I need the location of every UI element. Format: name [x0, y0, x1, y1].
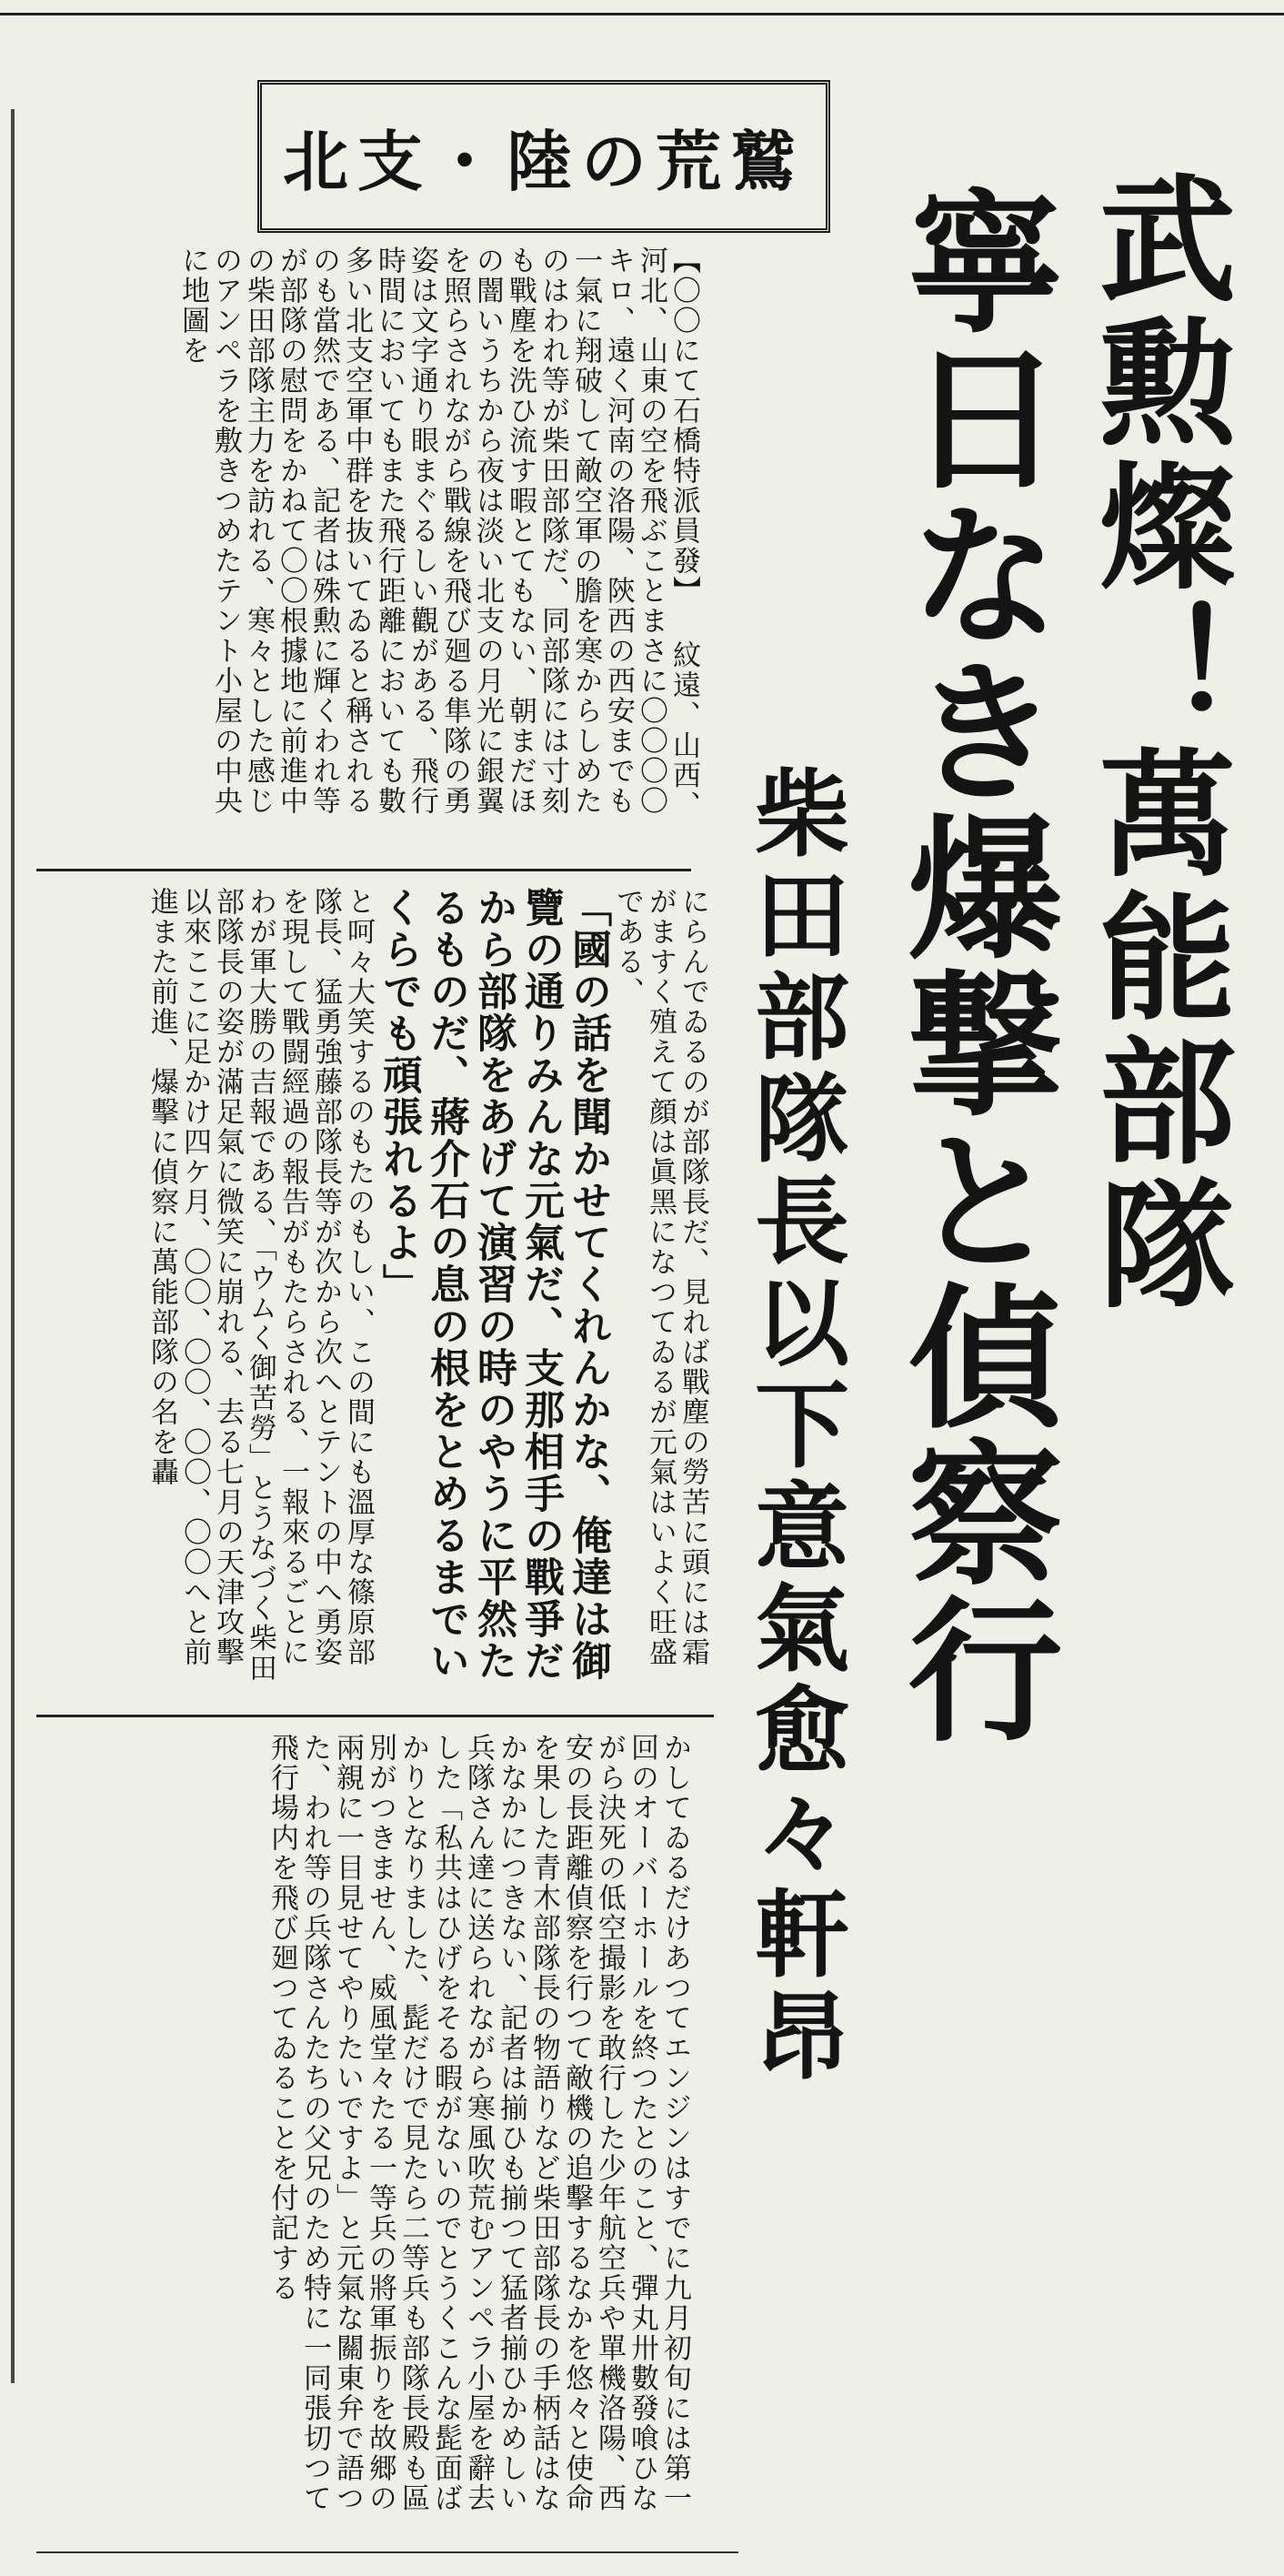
divider-lower: [36, 1715, 714, 1717]
section-title-box: [257, 80, 830, 233]
headline-subhead: 柴田部隊長以下意氣愈々軒昂: [738, 764, 849, 2088]
article-middle-text-a: にらんでゐるのが部隊長だ、見れば戰塵の勞苦に頭には霜がますく殖えて顔は眞黑になつてゐるが元氣はいよく旺盛である、: [611, 887, 709, 1667]
article-upper-text: 【〇〇にて石橋特派員發】 紋遠、山西、河北、山東の空を飛ぶことまさに〇〇〇〇キロ、遠く河南の洛陽、陝西の西安までも一氣に翔破して敵空軍の膽を寒からしめたのはわれ等が柴田部隊だ、同部隊には寸刻も戰塵を洗ひ流す暇とてもない、朝まだほの闇いうちから夜は淡い北支の月光に銀翼を照らされながら戰線を飛び廻る隼隊の勇姿は文字通り眼まぐるしい觀がある、飛行時間においてもまた飛行距離においても數多い北支空軍中群を抜いてゐると稱されるのも當然である、記者は殊勲に輝くわれ等が部隊の慰問をかねて〇〇根據地に前進中の柴田部隊主力を訪れる、寒々とした感じのアンペラを敷きつめたテント小屋の中央に地圖を: [176, 246, 700, 820]
article-upper-block: [36, 246, 700, 837]
bottom-rule: [36, 2551, 738, 2553]
article-middle-text-c: と呵々大笑するのもたのもしい、この間にも溫厚な篠原部隊長、猛勇強藤部隊長等が次から次へとテントの中へ勇姿を現して戰闘經過の報告がもたらされる、一報來るごとにわが軍大勝の吉報である、「ウムく御苦勞」とうなづく柴田部隊長の姿が滿足氣に微笑に崩れる、去る七月の天津攻擊以來ここに足かけ四ケ月、〇〇、〇〇、〇〇、〇〇へと前進また前進、爆擊に偵察に萬能部隊の名を轟: [145, 887, 375, 1684]
article-lower-block: [36, 1733, 691, 2533]
section-title: 北支・陸の荒鷲: [282, 124, 805, 200]
page-edge-line: [11, 109, 15, 2383]
article-lower-text: かしてゐるだけあつてエンジンはすでに九月初旬には第一回のオーバーホールを終つたとのこと、彈丸卅數發喰ひながら決死の低空撮影を敢行した少年航空兵や單機洛陽、西安の長距離偵察を行つて敵機の追擊するなかを悠々と使命を果した青木部隊長の物語りなど柴田部隊長の手柄話はなかなかにつきない、記者は揃ひも揃つて猛者揃ひかめしい兵隊さん達に送られながら寒風吹荒むアンペラ小屋を辭去した「私共はひげをそる暇がないのでとうくこんな髭面ばかりとなりました、髭だけで見たら二等兵も部隊長殿も區別がつきません、威風堂々たる一等兵の將軍振りを故郷の兩親に一目見せてやりたいですよ」と元氣な關東弁で語つた、われ等の兵隊さんたちの父兄のため特に一同張切つて飛行場内を飛び廻つてゐることを付記する: [266, 1733, 691, 2513]
divider-upper: [36, 869, 691, 871]
article-middle-block: [36, 887, 709, 1687]
top-rule: [0, 13, 1284, 15]
article-middle-quote: 「國の話を聞かせてくれんかな、俺達は御覽の通りみんな元氣だ、支那相手の戰爭だから部隊をあげて演習の時のやうに平然たるものだ、蔣介石の息の根をとめるまでいくらでも頑張れるよ」: [376, 887, 611, 1682]
headline-main-line1: 武勲燦！萬能部隊: [1076, 168, 1234, 1318]
headline-main-line2: 寧日なき爆撃と偵察行: [881, 182, 1061, 1746]
